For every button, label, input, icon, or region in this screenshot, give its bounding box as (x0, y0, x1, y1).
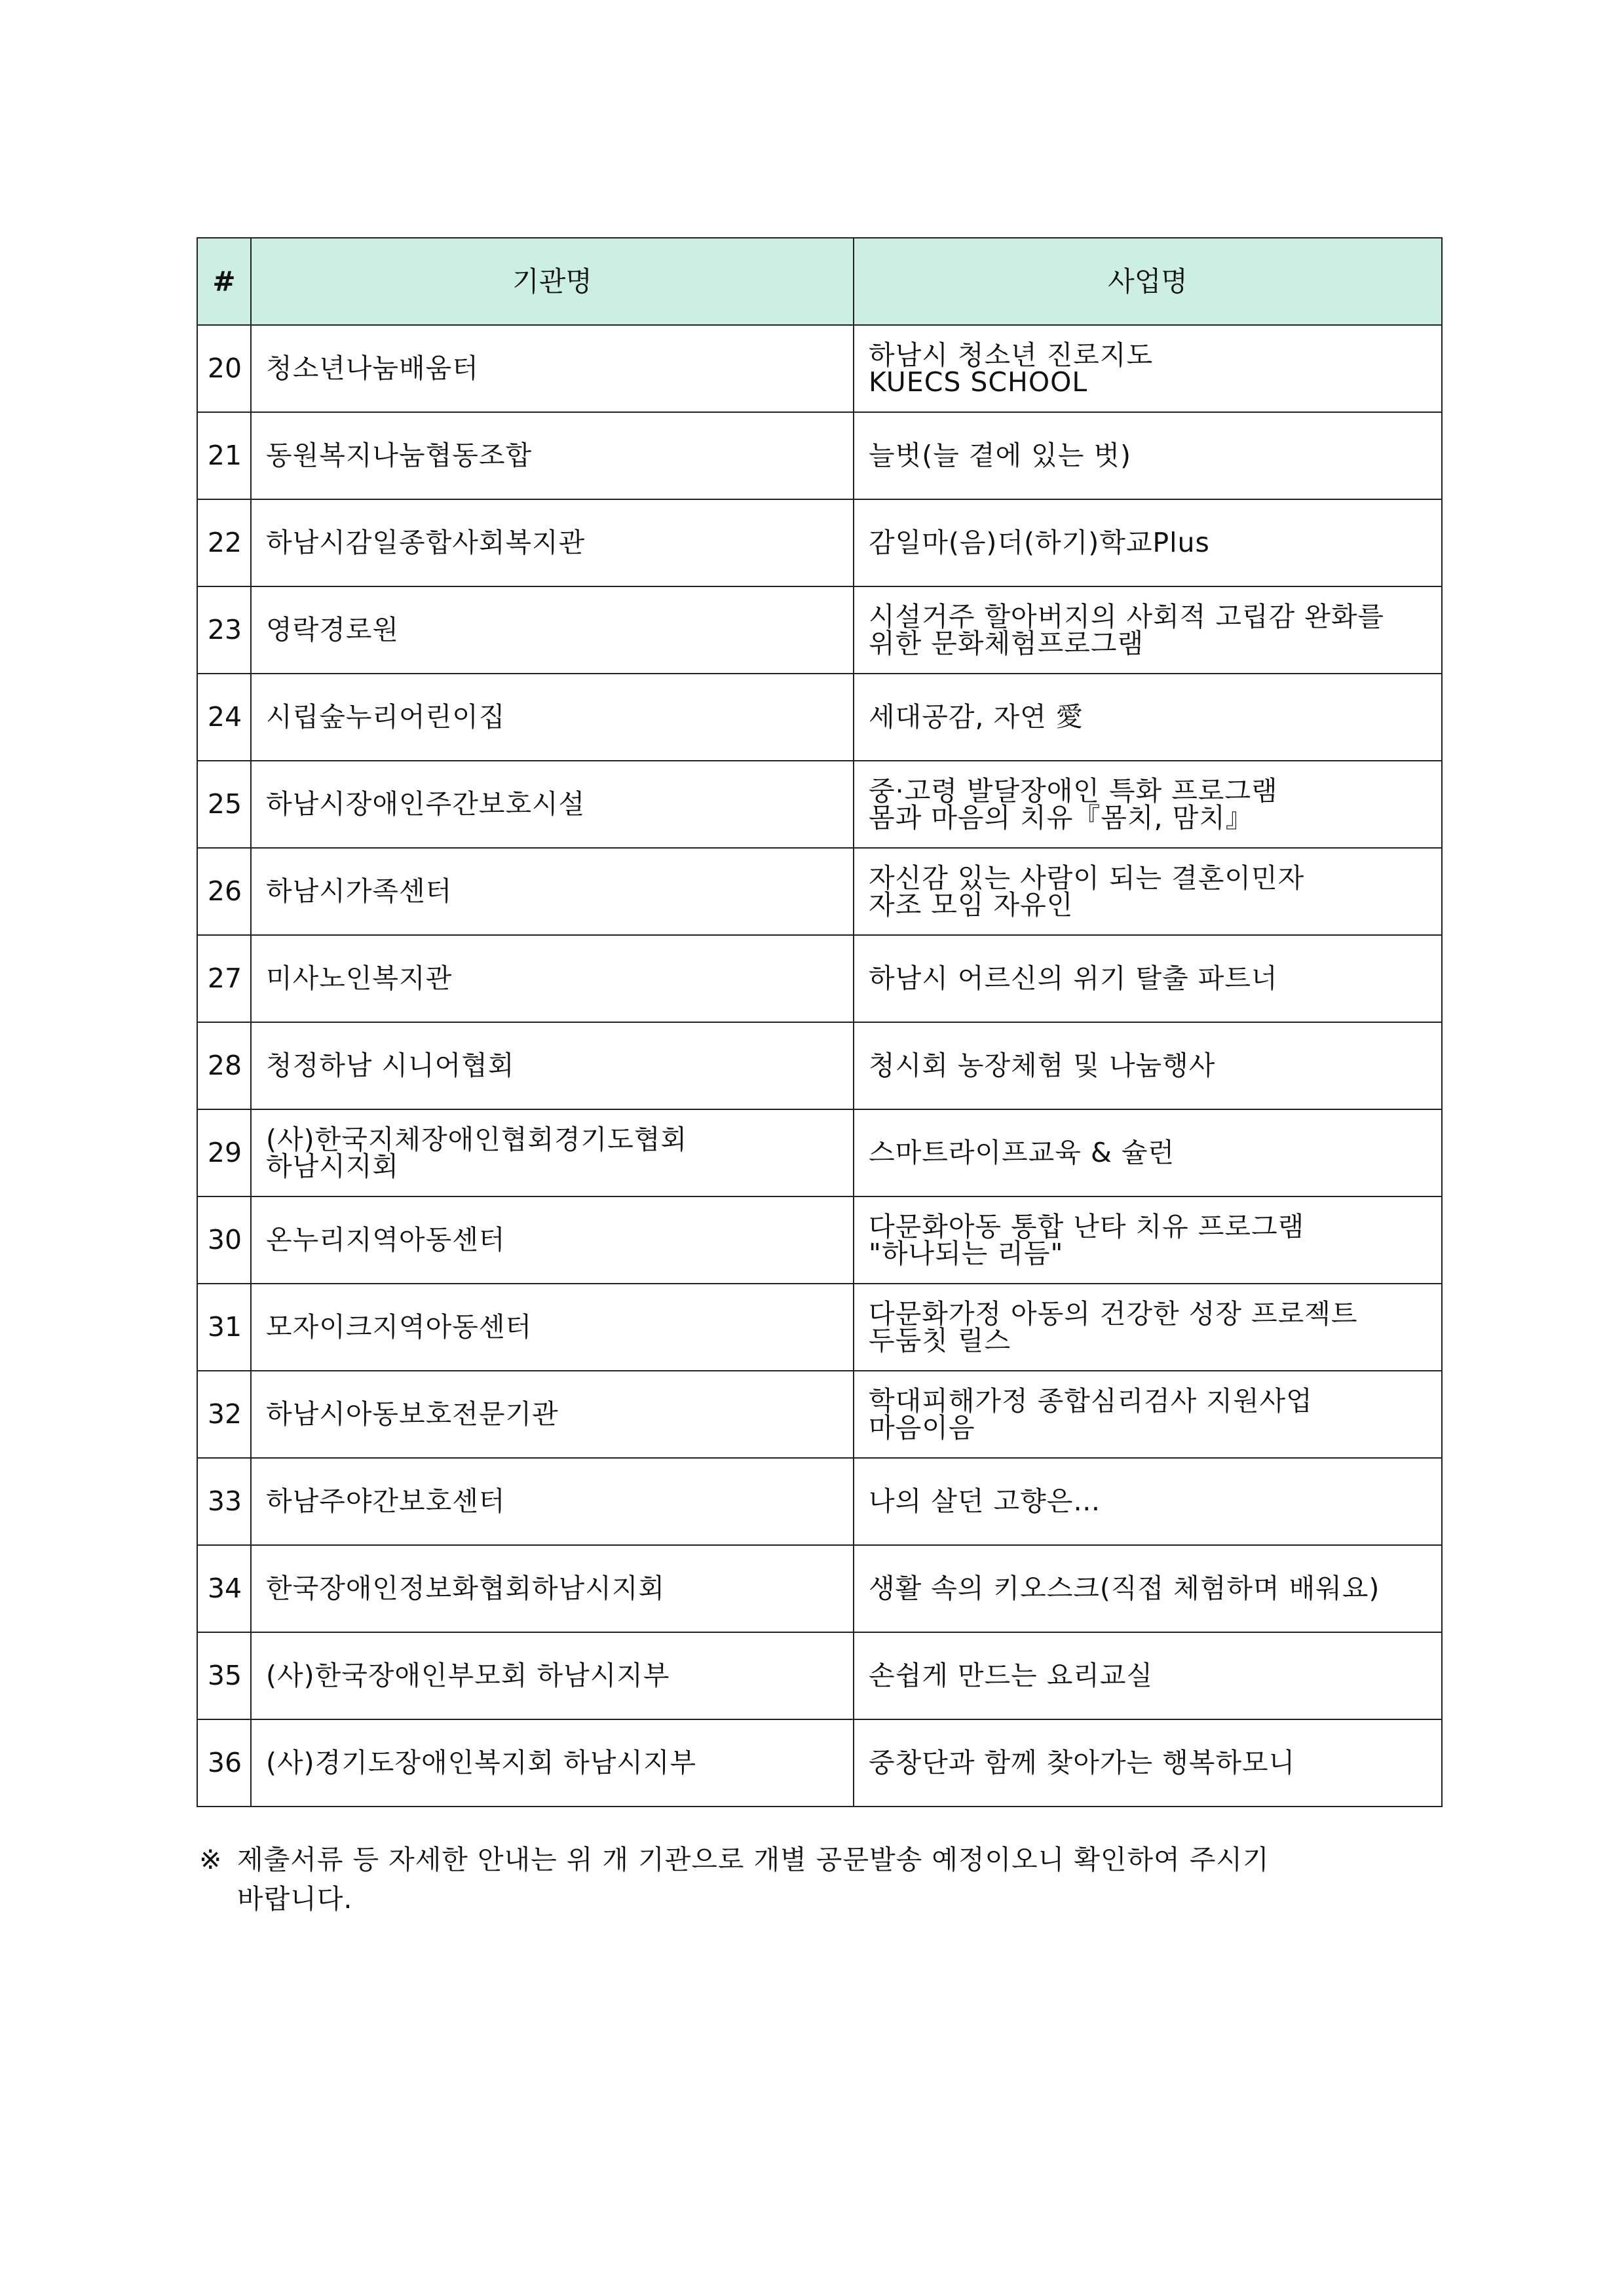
table-row (197, 935, 1442, 1022)
table-row (197, 674, 1442, 761)
organization-name: 영락경로원 (266, 614, 400, 645)
notice-mark: ※ (199, 1844, 223, 1875)
table-row (197, 586, 1442, 674)
organization-cell (251, 1371, 854, 1458)
organization-name: 시립숲누리어린이집 (266, 701, 506, 733)
organization-name: 하남시가족센터 (266, 875, 453, 907)
program-cell (854, 1196, 1442, 1284)
program-cell (854, 412, 1442, 499)
table-row (197, 1284, 1442, 1371)
table-row (197, 1632, 1442, 1719)
organization-name: 하남주야간보호센터 (266, 1485, 506, 1517)
program-cell (854, 1109, 1442, 1196)
program-name: 다문화가정 아동의 건강한 성장 프로젝트 (869, 1297, 1358, 1330)
organization-cell (251, 674, 854, 761)
organization-cell (251, 1284, 854, 1371)
organization-name: (사)경기도장애인복지회 하남시지부 (266, 1747, 697, 1778)
program-cell (854, 1458, 1442, 1545)
organization-name: 동원복지나눔협동조합 (266, 440, 533, 471)
table-row (197, 1196, 1442, 1284)
program-cell (854, 1719, 1442, 1807)
program-cell (854, 674, 1442, 761)
program-name: 마음이음 (869, 1411, 975, 1444)
program-name: 늘벗(늘 곁에 있는 벗) (869, 440, 1131, 471)
header-program: 사업명 (854, 238, 1442, 325)
program-cell (854, 1632, 1442, 1719)
organization-cell (251, 1719, 854, 1807)
organization-cell (251, 761, 854, 848)
organization-name: 청정하남 시니어협회 (266, 1050, 515, 1081)
organization-cell (251, 1109, 854, 1196)
organization-cell (251, 412, 854, 499)
row-number: 31 (197, 1284, 251, 1371)
organization-name: (사)한국지체장애인협회경기도협회 (266, 1123, 688, 1155)
row-number: 32 (197, 1371, 251, 1458)
organization-cell (251, 1458, 854, 1545)
program-cell (854, 935, 1442, 1022)
program-name: 하남시 어르신의 위기 탈출 파트너 (869, 963, 1278, 994)
program-cell (854, 325, 1442, 412)
row-number: 28 (197, 1022, 251, 1109)
program-name: 중창단과 함께 찾아가는 행복하모니 (869, 1747, 1296, 1778)
organization-cell (251, 325, 854, 412)
row-number: 24 (197, 674, 251, 761)
organization-name: 모자이크지역아동센터 (266, 1311, 533, 1343)
notice-text (199, 1840, 1444, 1919)
program-name: 자신감 있는 사람이 되는 결혼이민자 (869, 862, 1305, 894)
organization-name: (사)한국장애인부모회 하남시지부 (266, 1660, 670, 1691)
program-cell (854, 1545, 1442, 1632)
program-cell (854, 848, 1442, 935)
program-name: 세대공감, 자연 愛 (869, 701, 1084, 733)
table-row (197, 412, 1442, 499)
program-name: 다문화아동 통합 난타 치유 프로그램 (869, 1210, 1305, 1242)
organization-name: 하남시아동보호전문기관 (266, 1398, 559, 1430)
program-name: 감일마(음)더(하기)학교Plus (869, 527, 1210, 558)
program-cell (854, 586, 1442, 674)
program-name: 하남시 청소년 진로지도 (869, 339, 1154, 371)
row-number: 25 (197, 761, 251, 848)
program-name: 몸과 마음의 치유『몸치, 맘치』 (869, 801, 1253, 833)
program-table (197, 237, 1443, 1807)
organization-cell (251, 1545, 854, 1632)
table-body (197, 325, 1442, 1807)
organization-cell (251, 499, 854, 586)
program-name: 생활 속의 키오스크(직접 체험하며 배워요) (869, 1573, 1380, 1604)
notice-line-2: 바랍니다. (237, 1883, 353, 1915)
organization-name: 청소년나눔배움터 (266, 353, 479, 384)
program-name: 두둠칫 릴스 (869, 1324, 1011, 1356)
organization-name: 한국장애인정보화협회하남시지회 (266, 1573, 666, 1604)
row-number: 30 (197, 1196, 251, 1284)
table-row (197, 1458, 1442, 1545)
organization-cell (251, 935, 854, 1022)
program-name: 손쉽게 만드는 요리교실 (869, 1660, 1154, 1691)
program-name: 학대피해가정 종합심리검사 지원사업 (869, 1385, 1313, 1417)
header-organization: 기관명 (251, 238, 854, 325)
table-row (197, 1022, 1442, 1109)
program-name: 나의 살던 고향은… (869, 1485, 1101, 1517)
row-number: 26 (197, 848, 251, 935)
organization-cell (251, 1196, 854, 1284)
table-row (197, 1371, 1442, 1458)
organization-name: 하남시지회 (266, 1150, 400, 1182)
row-number: 27 (197, 935, 251, 1022)
table-row (197, 1545, 1442, 1632)
program-name: 스마트라이프교육 & 슐런 (869, 1137, 1175, 1168)
table-row (197, 848, 1442, 935)
organization-name: 미사노인복지관 (266, 963, 453, 994)
table-row (197, 1719, 1442, 1807)
organization-name: 하남시감일종합사회복지관 (266, 527, 586, 558)
row-number: 21 (197, 412, 251, 499)
program-name: 위한 문화체험프로그램 (869, 627, 1144, 659)
program-cell (854, 1371, 1442, 1458)
table-row (197, 499, 1442, 586)
organization-cell (251, 1632, 854, 1719)
program-cell (854, 499, 1442, 586)
program-cell (854, 1022, 1442, 1109)
header-number: # (197, 238, 251, 325)
program-name: 자조 모임 자유인 (869, 889, 1074, 921)
row-number: 35 (197, 1632, 251, 1719)
organization-cell (251, 586, 854, 674)
organization-name: 온누리지역아동센터 (266, 1224, 506, 1255)
row-number: 20 (197, 325, 251, 412)
table-row (197, 1109, 1442, 1196)
notice-line-1: 제출서류 등 자세한 안내는 위 개 기관으로 개별 공문발송 예정이오니 확인하여 주시기 (237, 1844, 1270, 1875)
program-name: KUECS SCHOOL (869, 366, 1088, 398)
organization-cell (251, 1022, 854, 1109)
row-number: 33 (197, 1458, 251, 1545)
row-number: 34 (197, 1545, 251, 1632)
program-cell (854, 761, 1442, 848)
table-row (197, 761, 1442, 848)
program-name: "하나되는 리듬" (869, 1237, 1064, 1269)
program-cell (854, 1284, 1442, 1371)
row-number: 23 (197, 586, 251, 674)
program-name: 중·고령 발달장애인 특화 프로그램 (869, 775, 1278, 807)
row-number: 22 (197, 499, 251, 586)
row-number: 36 (197, 1719, 251, 1807)
table-row (197, 325, 1442, 412)
program-name: 시설거주 할아버지의 사회적 고립감 완화를 (869, 600, 1385, 632)
organization-name: 하남시장애인주간보호시설 (266, 788, 586, 820)
table-header-row (197, 238, 1442, 325)
row-number: 29 (197, 1109, 251, 1196)
organization-cell (251, 848, 854, 935)
program-name: 청시회 농장체험 및 나눔행사 (869, 1050, 1216, 1081)
